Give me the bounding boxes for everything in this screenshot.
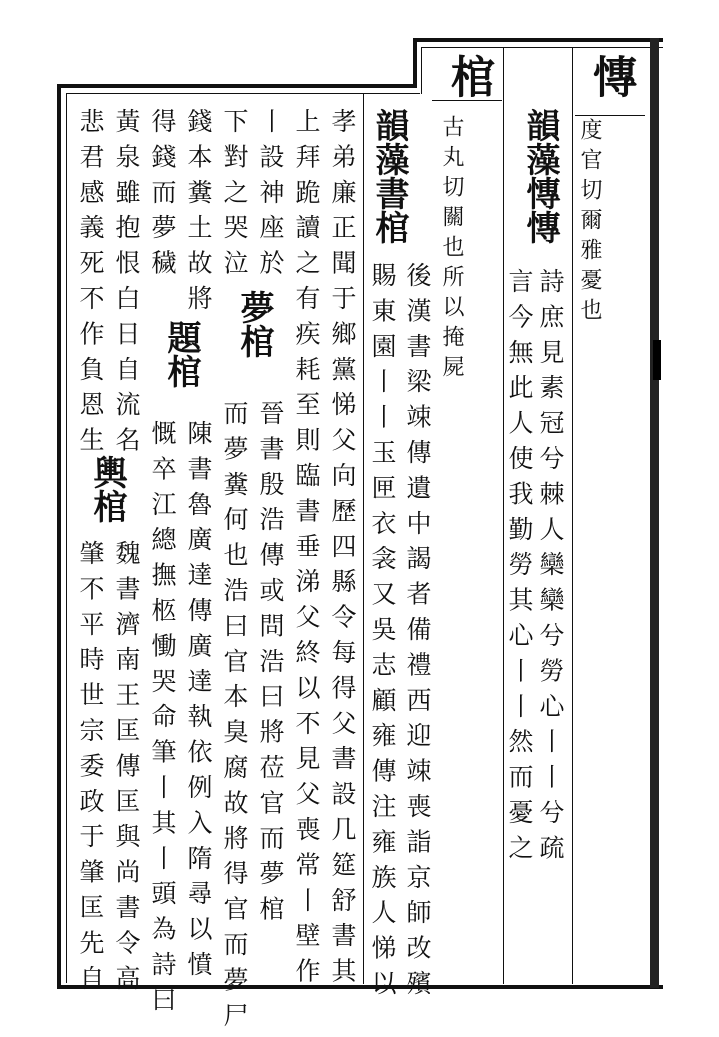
entry-head-2: 韻藻書棺 [369,108,409,244]
headword-1: 慱 [585,54,636,100]
entry-head-4: 題棺 [161,320,201,388]
frame-top-left [57,84,417,88]
column-text-6: 上拜跪讀之有疾耗至則臨書垂涕父終以不見父喪常丨壁作 [292,108,321,993]
column-text-7b: 晉書殷浩傳或問浩曰將莅官而夢棺 [256,400,285,931]
headword-2: 棺 [443,54,494,100]
column-text-9b: 陳書魯廣達傳廣達執依例入隋尋以憤 [184,420,213,987]
divider-3 [572,48,573,984]
column-text-12: 悲君感義死不作負恩生 [76,108,105,462]
entry-head-3: 夢棺 [234,290,274,358]
column-text-5: 孝弟廉正聞于鄉黨悌父向歷四縣令每得父書設几筵舒書其 [328,108,357,993]
column-text-10a: 得錢而夢穢 [148,108,177,285]
divider-2 [503,48,504,984]
column-text-11: 黃泉雖抱恨白日自流名 [112,108,141,462]
column-text-10b: 慨卒江總撫柩慟哭命筆丨其丨頭為詩曰 [148,420,177,1022]
entry-head-5: 輿棺 [87,455,127,523]
divider-1 [363,94,364,984]
frame-top-right [413,38,663,42]
column-text-9a: 錢本糞土故將 [184,108,213,321]
column-text-2: 言今無此人使我勤勞其心丨丨然而憂之 [505,268,534,870]
frame-inner-step [421,47,422,94]
gloss-1: 度官切爾雅憂也 [577,118,602,328]
column-text-12b: 魏書濟南王匡傳匡與尚書令高 [112,540,141,1001]
divider-top-band-2 [575,115,645,116]
column-text-13: 肇不平時世宗委政于肇匡先自 [76,540,105,1001]
frame-step-vertical [413,38,417,88]
frame-inner-left [66,93,67,983]
page-edge-right [650,38,659,988]
column-text-3: 後漢書梁竦傳遺中謁者備禮西迎竦喪詣京師改殯 [403,262,432,1006]
frame-inner-top-right [422,47,663,48]
column-text-7a: 丨設神座於 [256,108,285,285]
column-text-8a: 下對之哭泣 [220,108,249,285]
column-text-1: 詩庶見素冠兮棘人欒欒兮勞心丨丨兮疏 [536,268,565,870]
frame-inner-top [66,93,420,94]
divider-top-band [432,100,502,101]
entry-head-1: 韻藻慱慱 [520,108,560,244]
gloss-2: 古丸切關也所以掩屍 [439,115,464,385]
column-text-8b: 而夢糞何也浩曰官本臭腐故將得官而夢尸 [220,400,249,1037]
column-text-4: 賜東園丨丨玉匣衣衾又吳志顧雍傳注雍族人悌以 [368,262,397,1006]
page-edge-mark [653,340,661,380]
frame-left [57,84,61,989]
